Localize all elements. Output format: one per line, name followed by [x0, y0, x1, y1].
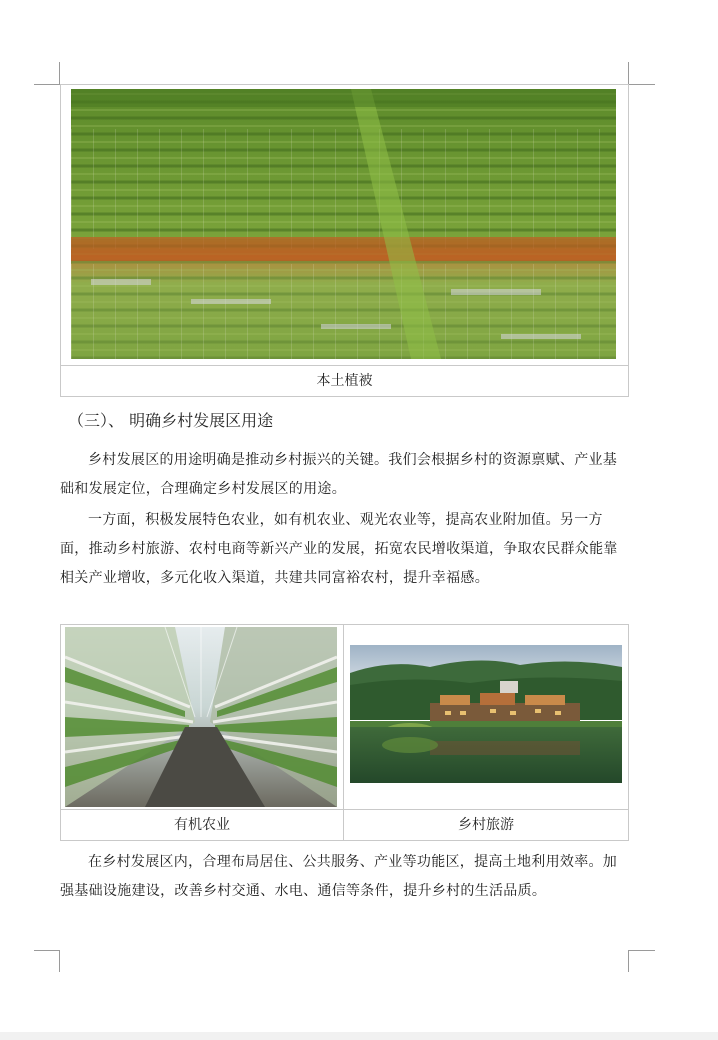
figure-caption-right: 乡村旅游 — [344, 810, 629, 841]
figure-caption-left: 有机农业 — [61, 810, 344, 841]
figure-table-pair — [60, 624, 629, 841]
village-lake-image — [350, 645, 622, 783]
corner-mark-top-left-h — [34, 84, 60, 85]
figure-cell-right — [344, 625, 629, 810]
corner-mark-bottom-left-h — [34, 950, 60, 951]
corner-mark-bottom-right-h — [629, 950, 655, 951]
figure-cell-left — [61, 625, 344, 810]
corner-mark-top-left-v — [59, 62, 60, 84]
greenhouse-image — [65, 627, 337, 807]
figure-table-top — [60, 84, 629, 397]
figure-cell-top — [61, 85, 629, 366]
corner-mark-top-right-h — [629, 84, 655, 85]
corner-mark-top-right-v — [628, 62, 629, 84]
section-heading: （三）、 明确乡村发展区用途 — [68, 411, 274, 430]
paragraph-1: 乡村发展区的用途明确是推动乡村振兴的关键。我们会根据乡村的资源禀赋、产业基础和发展定位，合理确定乡村发展区的用途。 — [60, 452, 618, 497]
paragraph-2: 一方面，积极发展特色农业，如有机农业、观光农业等，提高农业附加值。另一方面，推动乡村旅游、农村电商等新兴产业的发展，拓宽农民增收渠道，争取农民群众能靠相关产业增收，多元化收入渠道，共建共同富裕农村，提升幸福感。 — [60, 512, 618, 586]
figure-caption-top: 本土植被 — [61, 366, 629, 397]
paragraph-3: 在乡村发展区内，合理布局居住、公共服务、产业等功能区，提高土地利用效率。加强基础设施建设，改善乡村交通、水电、通信等条件，提升乡村的生活品质。 — [60, 854, 618, 899]
field-vegetation-image — [71, 89, 616, 359]
page-bottom-edge — [0, 1032, 718, 1040]
corner-mark-bottom-left-v — [59, 950, 60, 972]
corner-mark-bottom-right-v — [628, 950, 629, 972]
